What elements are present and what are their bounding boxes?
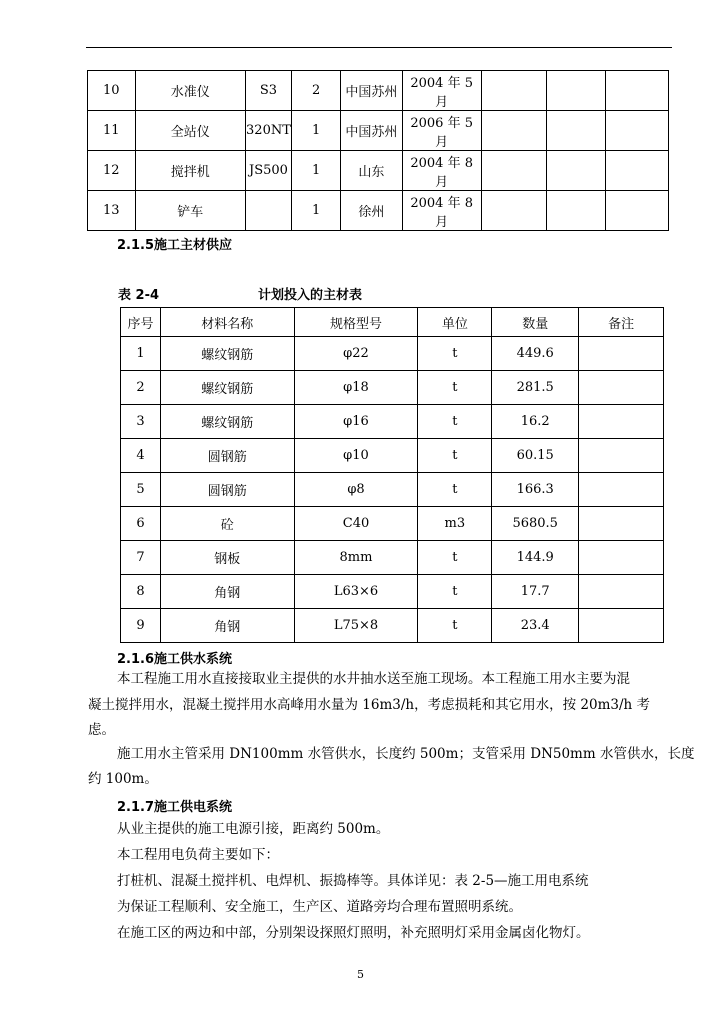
table-cell-no: 11 [88,111,136,151]
table-cell-note [579,439,664,473]
table-cell-name: 螺纹钢筋 [160,405,294,439]
table-cell-no: 3 [121,405,161,439]
table-row [88,71,669,111]
table-cell-extra2 [546,191,605,231]
table-cell-name: 搅拌机 [135,151,246,191]
table-cell-unit: m3 [418,507,492,541]
column-header: 数量 [492,308,579,337]
table-cell-date: 2004 年 8 月 [402,191,481,231]
table-cell-no: 5 [121,473,161,507]
paragraph-line: 从业主提供的施工电源引接，距离约 500m。 [117,821,390,837]
table-cell-qty: 1 [291,111,340,151]
table-cell-note [579,473,664,507]
table-cell-date: 2004 年 5 月 [402,71,481,111]
table-cell-model [246,191,292,231]
table-cell-extra3 [605,191,668,231]
table-cell-note [579,541,664,575]
table-cell-qty: 281.5 [492,371,579,405]
table-cell-name: 角钢 [160,575,294,609]
table-cell-qty: 144.9 [492,541,579,575]
table-cell-no: 9 [121,609,161,643]
column-header: 规格型号 [294,308,418,337]
section-217-heading: 2.1.7施工供电系统 [117,800,233,815]
table-cell-qty: 166.3 [492,473,579,507]
table-cell-unit: t [418,337,492,371]
table-cell-spec: 8mm [294,541,418,575]
table-cell-extra1 [481,151,546,191]
table-row [121,405,664,439]
table-cell-qty: 16.2 [492,405,579,439]
table-cell-qty: 23.4 [492,609,579,643]
header-rule [86,47,672,48]
table-cell-name: 钢板 [160,541,294,575]
table-cell-extra2 [546,71,605,111]
table-cell-spec: L63×6 [294,575,418,609]
table-cell-name: 螺纹钢筋 [160,337,294,371]
table-cell-unit: t [418,541,492,575]
table-row [121,609,664,643]
table-cell-extra2 [546,111,605,151]
table-cell-no: 8 [121,575,161,609]
table-cell-name: 螺纹钢筋 [160,371,294,405]
table-cell-qty: 449.6 [492,337,579,371]
table-cell-note [579,371,664,405]
table-cell-name: 全站仪 [135,111,246,151]
table-cell-no: 6 [121,507,161,541]
column-header: 材料名称 [160,308,294,337]
table-cell-extra3 [605,71,668,111]
table-cell-spec: φ18 [294,371,418,405]
table-cell-qty: 1 [291,151,340,191]
table-cell-no: 12 [88,151,136,191]
table-cell-note [579,575,664,609]
table-cell-extra1 [481,71,546,111]
table-row [121,371,664,405]
table-cell-name: 砼 [160,507,294,541]
table-cell-extra2 [546,151,605,191]
table-cell-no: 7 [121,541,161,575]
table-cell-unit: t [418,473,492,507]
table-cell-unit: t [418,609,492,643]
table-cell-origin: 中国苏州 [341,71,402,111]
paragraph-line: 虑。 [88,722,115,738]
table-cell-no: 1 [121,337,161,371]
table-cell-qty: 1 [291,191,340,231]
paragraph-line: 在施工区的两边和中部，分别架设探照灯照明，补充照明灯采用金属卤化物灯。 [117,925,590,941]
table-cell-note [579,507,664,541]
table-cell-spec: φ22 [294,337,418,371]
table-cell-extra3 [605,111,668,151]
table-cell-no: 2 [121,371,161,405]
table-cell-no: 13 [88,191,136,231]
paragraph-line: 施工用水主管采用 DN100mm 水管供水，长度约 500m；支管采用 DN50mm 水管供水，长度 [117,746,695,762]
table-cell-spec: φ8 [294,473,418,507]
table-cell-unit: t [418,405,492,439]
section-216-heading: 2.1.6施工供水系统 [117,652,233,667]
table-cell-origin: 中国苏州 [341,111,402,151]
table-caption-label: 表 2-4 [118,288,160,303]
paragraph-line: 打桩机、混凝土搅拌机、电焊机、振捣棒等。具体详见：表 2-5—施工用电系统 [117,873,589,889]
equipment-table [87,70,669,231]
table-row [88,151,669,191]
table-cell-note [579,337,664,371]
table-cell-extra3 [605,151,668,191]
table-cell-name: 角钢 [160,609,294,643]
table-cell-no: 10 [88,71,136,111]
table-cell-model: JS500 [246,151,292,191]
table-cell-qty: 60.15 [492,439,579,473]
table-row [121,541,664,575]
paragraph-line: 约 100m。 [88,771,158,787]
table-cell-extra1 [481,191,546,231]
table-cell-date: 2004 年 8 月 [402,151,481,191]
table-cell-qty: 5680.5 [492,507,579,541]
table-cell-spec: L75×8 [294,609,418,643]
materials-header-row [121,308,664,337]
table-cell-origin: 徐州 [341,191,402,231]
table-cell-unit: t [418,575,492,609]
column-header: 单位 [418,308,492,337]
table-cell-spec: φ16 [294,405,418,439]
table-cell-unit: t [418,439,492,473]
table-cell-origin: 山东 [341,151,402,191]
column-header: 备注 [579,308,664,337]
table-row [121,575,664,609]
table-row [121,507,664,541]
table-caption-title: 计划投入的主材表 [258,288,363,303]
table-cell-note [579,405,664,439]
table-row [121,337,664,371]
table-cell-name: 圆钢筋 [160,473,294,507]
table-cell-note [579,609,664,643]
paragraph-line: 为保证工程顺利、安全施工，生产区、道路旁均合理布置照明系统。 [117,899,522,915]
table-cell-name: 铲车 [135,191,246,231]
paragraph-line: 本工程用电负荷主要如下： [117,847,279,863]
table-cell-spec: C40 [294,507,418,541]
table-cell-name: 水准仪 [135,71,246,111]
table-cell-model: 320NT [246,111,292,151]
page-number: 5 [357,968,364,981]
table-cell-unit: t [418,371,492,405]
table-row [121,473,664,507]
materials-table [120,307,664,643]
table-cell-qty: 17.7 [492,575,579,609]
table-row [88,111,669,151]
paragraph-line: 本工程施工用水直接接取业主提供的水井抽水送至施工现场。本工程施工用水主要为混 [117,671,630,687]
table-cell-model: S3 [246,71,292,111]
column-header: 序号 [121,308,161,337]
table-cell-spec: φ10 [294,439,418,473]
paragraph-line: 凝土搅拌用水，混凝土搅拌用水高峰用水量为 16m3/h，考虑损耗和其它用水，按 20m3/h 考 [88,697,650,713]
table-row [88,191,669,231]
table-cell-extra1 [481,111,546,151]
table-cell-no: 4 [121,439,161,473]
table-row [121,439,664,473]
table-cell-name: 圆钢筋 [160,439,294,473]
table-cell-date: 2006 年 5 月 [402,111,481,151]
table-cell-qty: 2 [291,71,340,111]
section-215-heading: 2.1.5施工主材供应 [117,238,233,253]
